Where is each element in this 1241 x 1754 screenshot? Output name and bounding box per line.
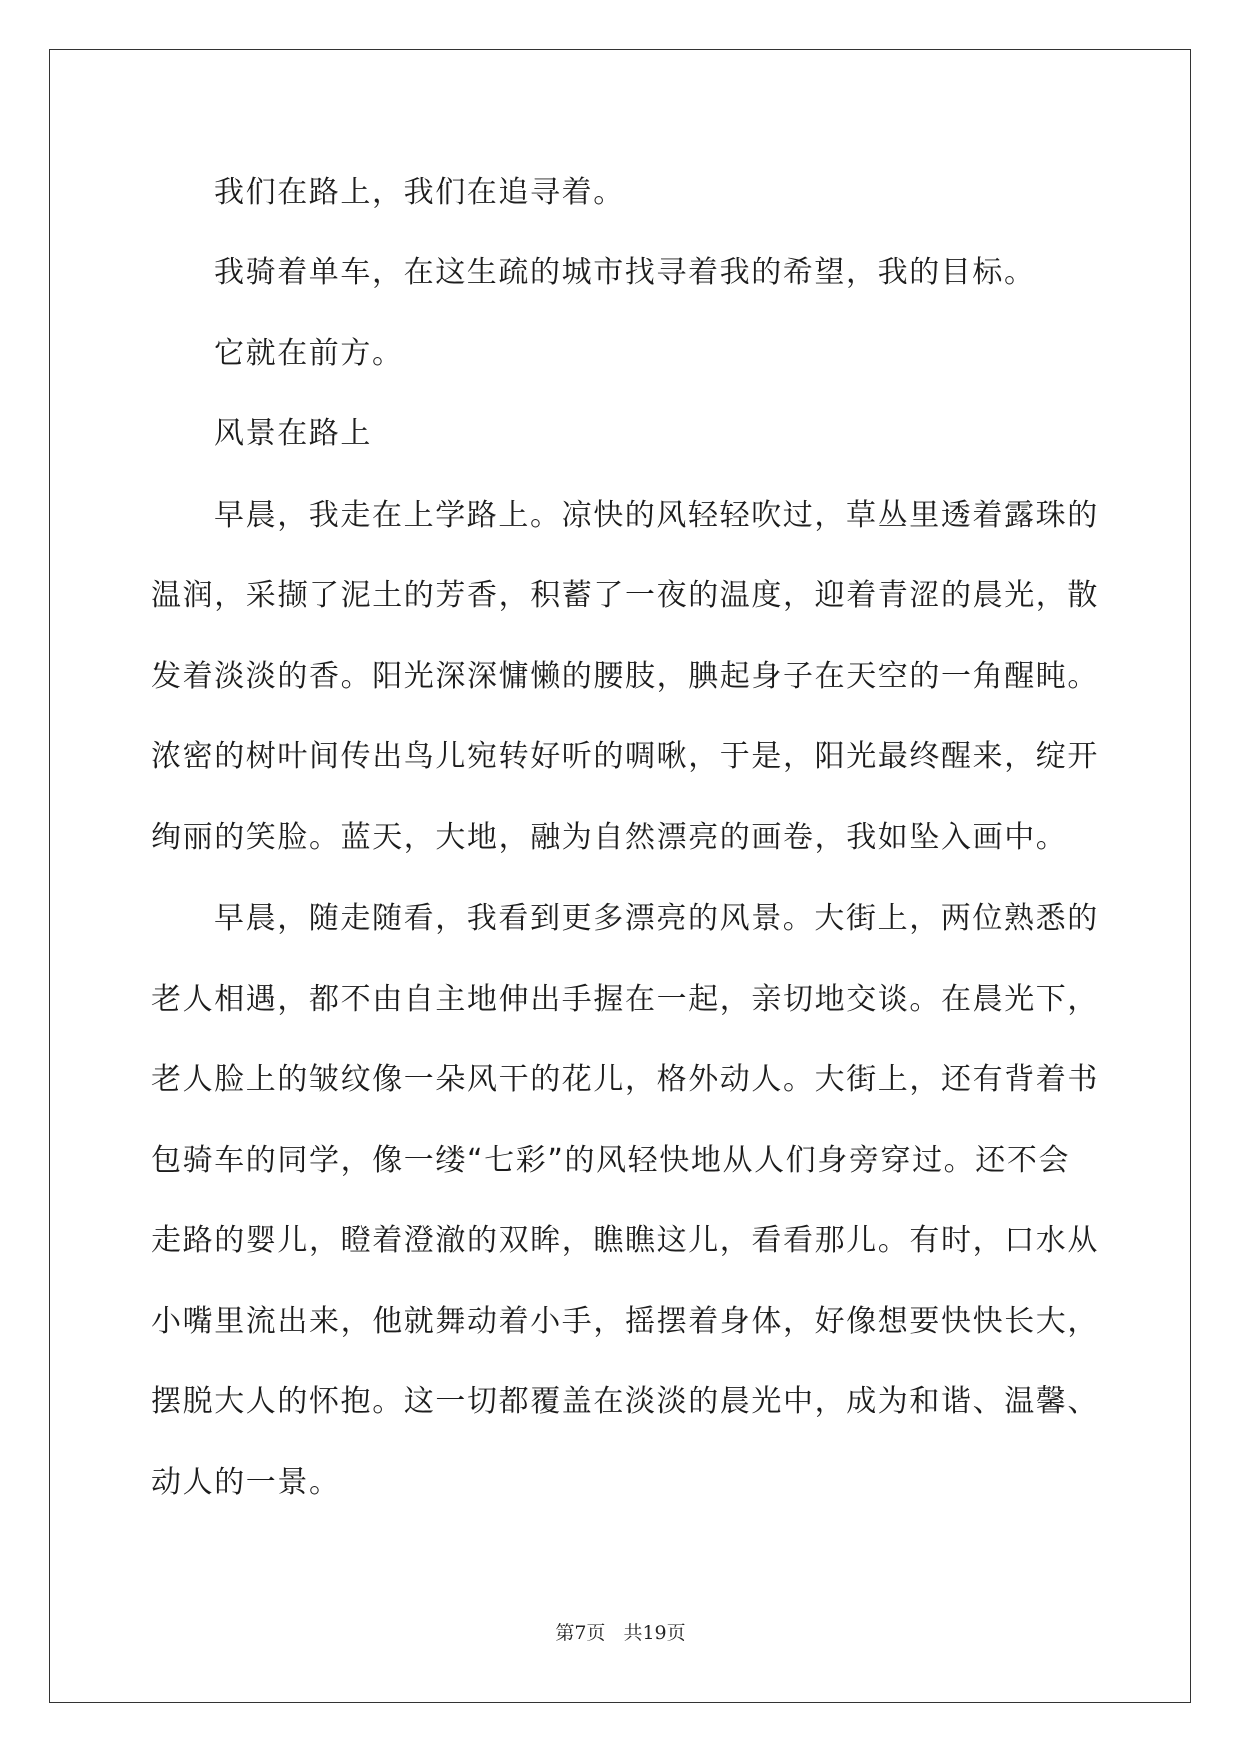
page-number: 第7页: [555, 1622, 606, 1644]
paragraph-line: 早晨，随走随看，我看到更多漂亮的风景。大街上，两位熟悉的: [214, 901, 1099, 936]
page-footer: [0, 1618, 1241, 1645]
section-title: 风景在路上: [214, 416, 372, 451]
paragraph-line: 它就在前方。: [214, 336, 404, 371]
paragraph-line: 小嘴里流出来，他就舞动着小手，摇摆着身体，好像想要快快长大，: [151, 1304, 1099, 1339]
page-total: 共19页: [623, 1622, 686, 1644]
paragraph-line: 老人相遇，都不由自主地伸出手握在一起，亲切地交谈。在晨光下，: [151, 982, 1099, 1017]
paragraph-line: 浓密的树叶间传出鸟儿宛转好听的啁啾，于是，阳光最终醒来，绽开: [151, 739, 1099, 774]
paragraph-line: 温润，采撷了泥土的芳香，积蓄了一夜的温度，迎着青涩的晨光，散: [151, 578, 1099, 613]
paragraph-line: 我们在路上，我们在追寻着。: [214, 175, 625, 210]
paragraph-line: 包骑车的同学，像一缕“七彩”的风轻快地从人们身旁穿过。还不会: [151, 1143, 1071, 1178]
paragraph-line: 动人的一景。: [151, 1465, 341, 1500]
paragraph-line: 摆脱大人的怀抱。这一切都覆盖在淡淡的晨光中，成为和谐、温馨、: [151, 1384, 1099, 1419]
paragraph-line: 老人脸上的皱纹像一朵风干的花儿，格外动人。大街上，还有背着书: [151, 1062, 1099, 1097]
paragraph-line: 发着淡淡的香。阳光深深慵懒的腰肢，腆起身子在天空的一角醒盹。: [151, 659, 1099, 694]
page-border: [49, 49, 1191, 1703]
paragraph-line: 我骑着单车，在这生疏的城市找寻着我的希望，我的目标。: [214, 255, 1036, 290]
paragraph-line: 绚丽的笑脸。蓝天，大地，融为自然漂亮的画卷，我如坠入画中。: [151, 820, 1068, 855]
paragraph-line: 走路的婴儿，瞪着澄澈的双眸，瞧瞧这儿，看看那儿。有时，口水从: [151, 1223, 1099, 1258]
paragraph-line: 早晨，我走在上学路上。凉快的风轻轻吹过，草丛里透着露珠的: [214, 498, 1099, 533]
